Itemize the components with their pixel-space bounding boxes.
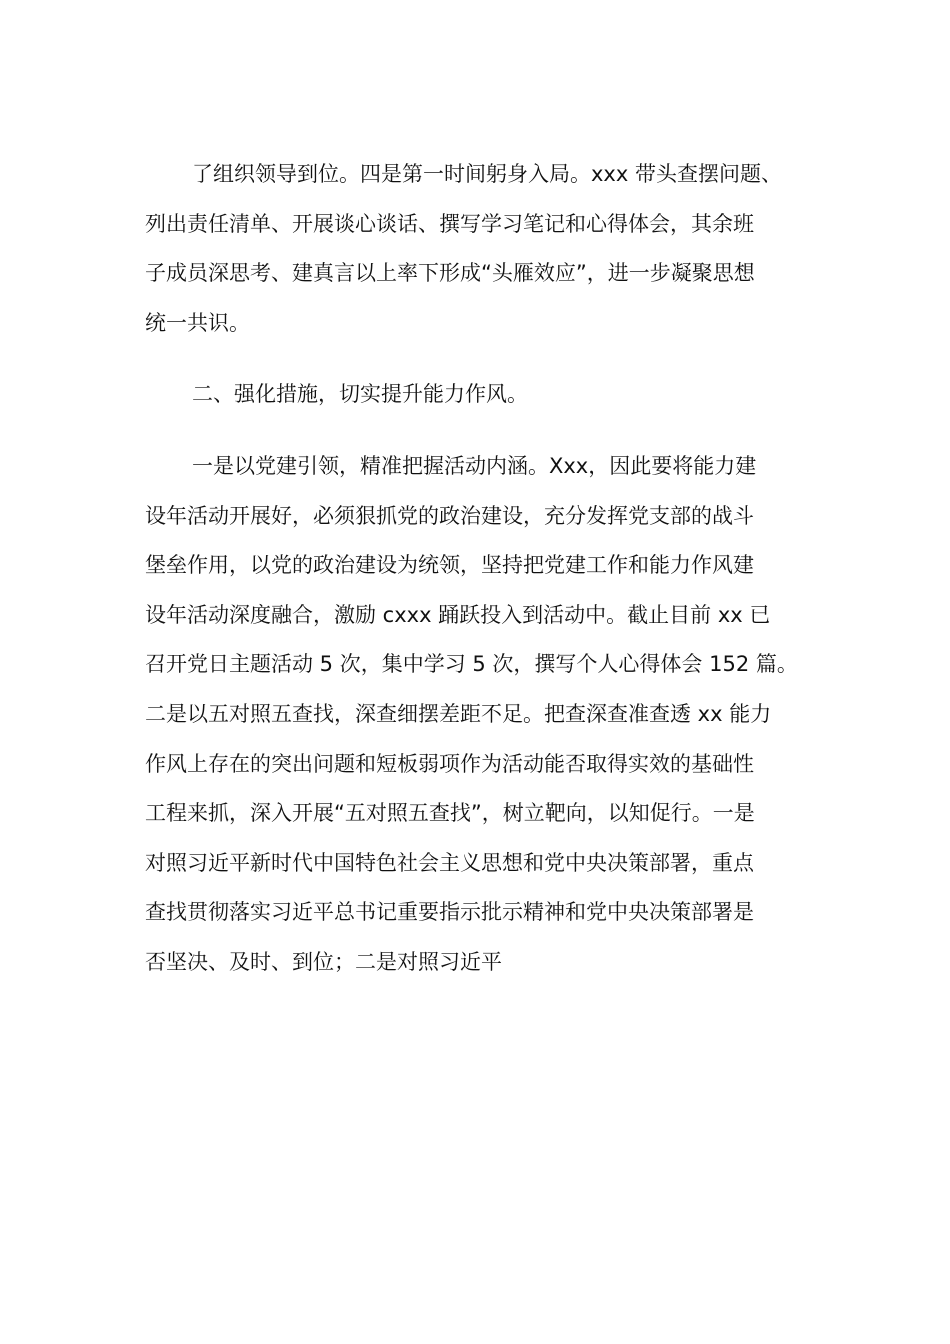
text-line: 二是以五对照五查找，深查细摆差距不足。把查深查准查透 xx 能力 <box>145 701 772 726</box>
text-line: 列出责任清单、开展谈心谈话、撰写学习笔记和心得体会，其余班 <box>145 211 754 236</box>
text-line: 统一共识。 <box>145 310 250 335</box>
body-text <box>145 150 825 988</box>
section-heading <box>145 370 825 420</box>
paragraph-measures <box>145 442 825 988</box>
paragraph-organization-leadership <box>145 150 825 348</box>
text-line: 工程来抓，深入开展“五对照五查找”，树立靶向，以知促行。一是 <box>145 801 755 826</box>
heading-text: 二、强化措施，切实提升能力作风。 <box>192 382 528 407</box>
text-line: 否坚决、及时、到位；二是对照习近平 <box>145 949 502 974</box>
text-line: 作风上存在的突出问题和短板弱项作为活动能否取得实效的基础性 <box>145 751 754 776</box>
text-line: 了组织领导到位。四是第一时间躬身入局。xxx 带头查摆问题、 <box>192 162 782 186</box>
text-line: 一是以党建引领，精准把握活动内涵。Xxx，因此要将能力建 <box>192 453 757 478</box>
text-line: 设年活动深度融合，激励 cxxx 踊跃投入到活动中。截止目前 xx 已 <box>145 602 771 627</box>
text-line: 对照习近平新时代中国特色社会主义思想和党中央决策部署，重点 <box>145 850 754 875</box>
paragraph-gap <box>145 348 825 370</box>
text-line: 设年活动开展好，必须狠抓党的政治建设，充分发挥党支部的战斗 <box>145 503 754 528</box>
text-line: 子成员深思考、建真言以上率下形成“头雁效应”，进一步凝聚思想 <box>145 261 755 286</box>
text-line: 堡垒作用，以党的政治建设为统领，坚持把党建工作和能力作风建 <box>145 553 754 578</box>
paragraph-gap <box>145 420 825 442</box>
text-line: 召开党日主题活动 5 次，集中学习 5 次，撰写个人心得体会 152 篇。 <box>145 652 798 677</box>
text-line: 查找贯彻落实习近平总书记重要指示批示精神和党中央决策部署是 <box>145 900 754 925</box>
